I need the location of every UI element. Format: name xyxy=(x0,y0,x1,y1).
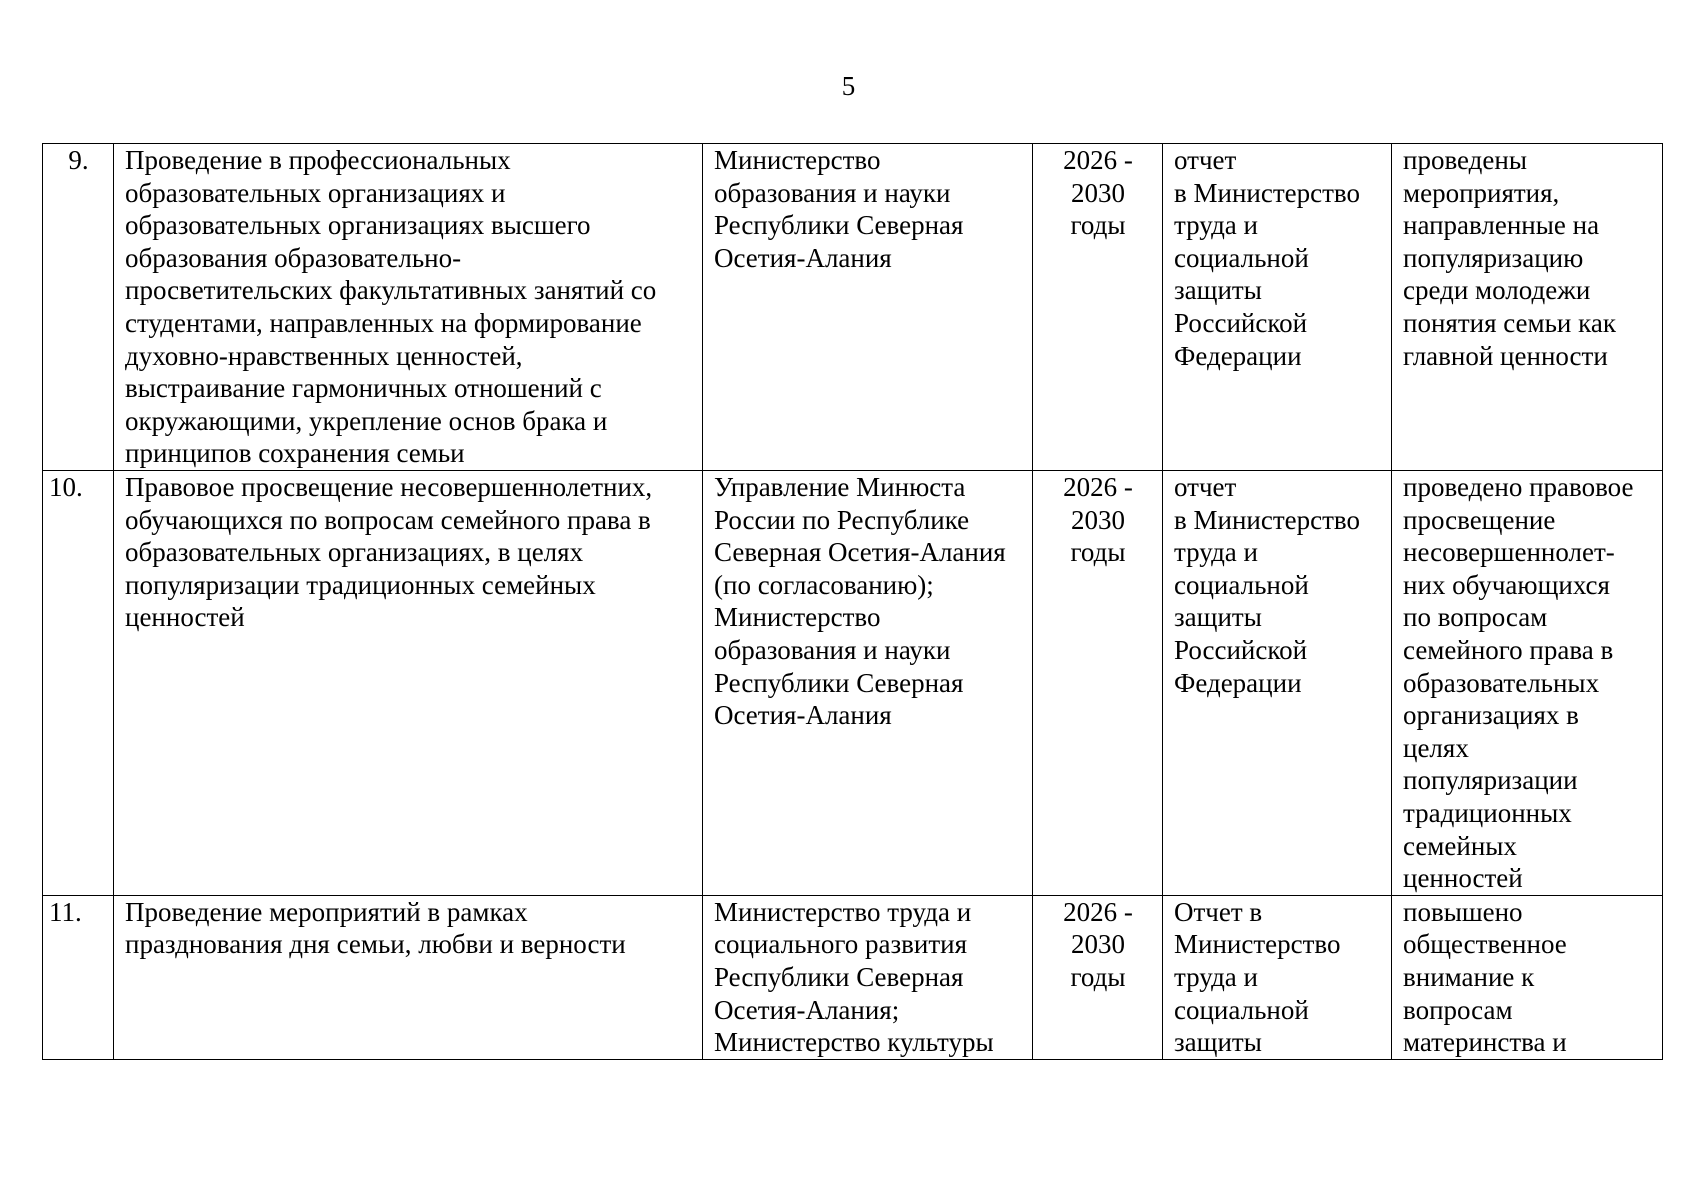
period-cell: 2026 - 2030 годы xyxy=(1033,895,1163,1059)
period-cell: 2026 - 2030 годы xyxy=(1033,144,1163,471)
activity-cell: Правовое просвещение несовершеннолетних, обучающихся по вопросам семейного права в образовательных организациях, в целях популяризации традиционных семейных ценностей xyxy=(114,471,703,896)
activity-cell: Проведение в профессиональных образовательных организациях и образовательных организациях высшего образования образовательно- просветительских факультативных занятий со студентами, направленных на формирование духовно-нравственных ценностей, выстраивание гармоничных отношений с окружающими, укрепление основ брака и принципов сохранения семьи xyxy=(114,144,703,471)
action-plan-table xyxy=(42,143,1663,1060)
table-row xyxy=(43,144,1663,471)
responsible-cell: Министерство труда и социального развития Республики Северная Осетия-Алания; Министерство культуры xyxy=(703,895,1033,1059)
report-cell: отчет в Министерство труда и социальной защиты Российской Федерации xyxy=(1163,471,1392,896)
page-number: 5 xyxy=(841,71,856,101)
responsible-cell: Управление Минюста России по Республике Северная Осетия-Алания (по согласованию); Министерство образования и науки Республики Северная Осетия-Алания xyxy=(703,471,1033,896)
report-cell: Отчет в Министерство труда и социальной защиты xyxy=(1163,895,1392,1059)
result-cell: проведено правовое просвещение несовершеннолет- них обучающихся по вопросам семейного права в образовательных организациях в целях популяризации традиционных семейных ценностей xyxy=(1392,471,1663,896)
result-cell: повышено общественное внимание к вопросам материнства и xyxy=(1392,895,1663,1059)
responsible-cell: Министерство образования и науки Республики Северная Осетия-Алания xyxy=(703,144,1033,471)
activity-cell: Проведение мероприятий в рамках празднования дня семьи, любви и верности xyxy=(114,895,703,1059)
row-number: 11. xyxy=(43,895,114,1059)
period-cell: 2026 - 2030 годы xyxy=(1033,471,1163,896)
result-cell: проведены мероприятия, направленные на популяризацию среди молодежи понятия семьи как главной ценности xyxy=(1392,144,1663,471)
table-row xyxy=(43,471,1663,896)
row-number: 10. xyxy=(43,471,114,896)
table-row xyxy=(43,895,1663,1059)
row-number: 9. xyxy=(43,144,114,471)
report-cell: отчет в Министерство труда и социальной защиты Российской Федерации xyxy=(1163,144,1392,471)
